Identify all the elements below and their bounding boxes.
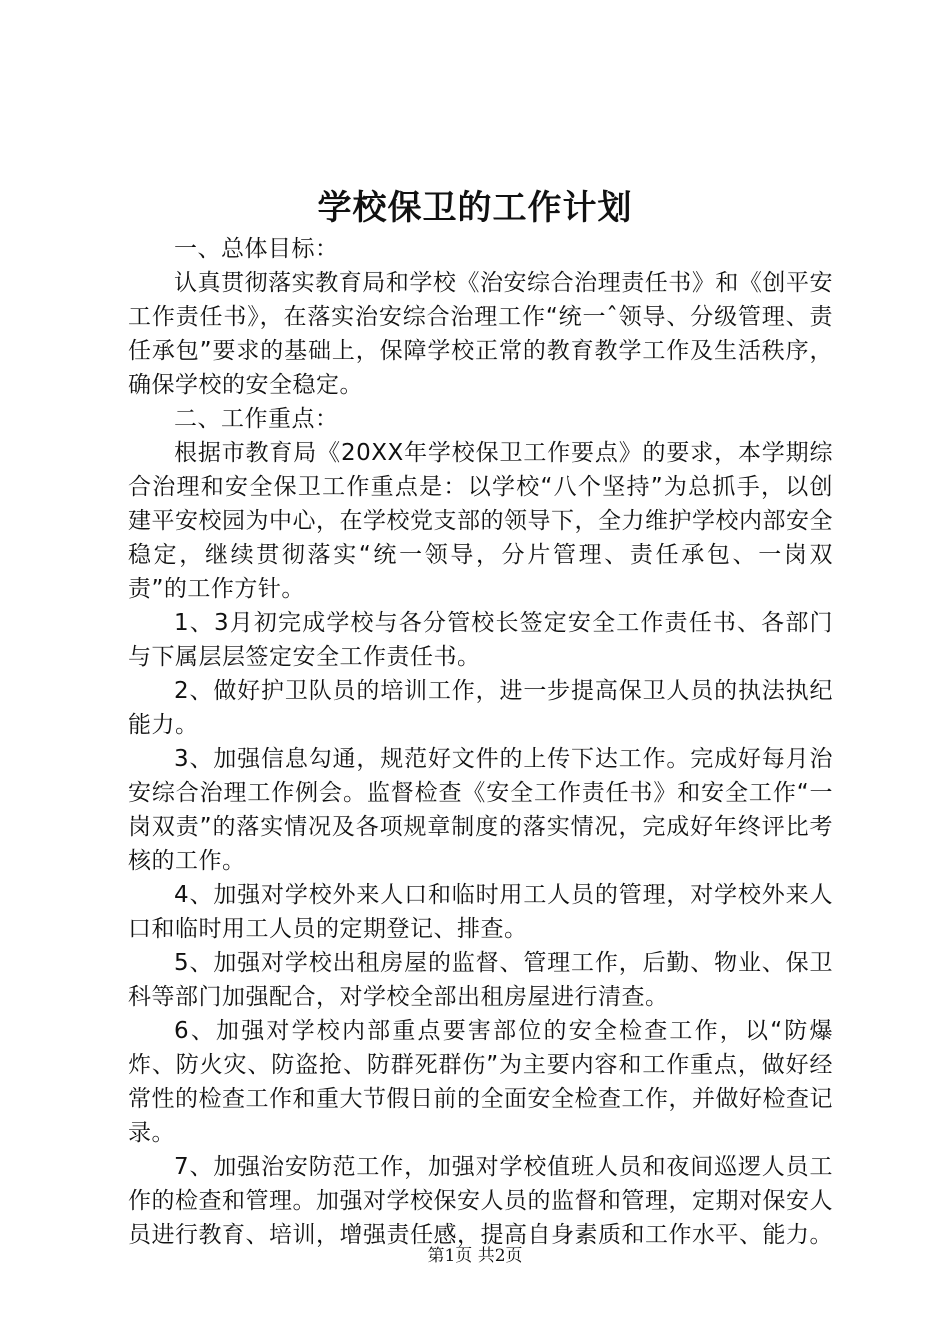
list-item-4: 4、加强对学校外来人口和临时用工人员的管理，对学校外来人口和临时用工人员的定期登记、排查。 (128, 882, 833, 942)
list-item-3: 3、加强信息勾通，规范好文件的上传下达工作。完成好每月治安综合治理工作例会。监督检查《安全工作责任书》和安全工作“一岗双责”的落实情况及各项规章制度的落实情况，完成好年终评比考核的工作。 (128, 746, 833, 874)
document-body (128, 232, 833, 1252)
page-footer: 第1页 共2页 (427, 1246, 523, 1266)
paragraph-goal: 认真贯彻落实教育局和学校《治安综合治理责任书》和《创平安工作责任书》，在落实治安综合治理工作“统一ˆ领导、分级管理、责任承包”要求的基础上，保障学校正常的教育教学工作及生活秩序，确保学校的安全稳定。 (128, 270, 833, 398)
list-item-1: 1、3月初完成学校与各分管校长签定安全工作责任书、各部门与下属层层签定安全工作责任书。 (128, 610, 833, 670)
list-item-6: 6、加强对学校内部重点要害部位的安全检查工作，以“防爆炸、防火灾、防盗抢、防群死群伤”为主要内容和工作重点，做好经常性的检查工作和重大节假日前的全面安全检查工作，并做好检查记录。 (128, 1018, 833, 1146)
paragraph-focus: 根据市教育局《20XX年学校保卫工作要点》的要求，本学期综合治理和安全保卫工作重点是：以学校“八个坚持”为总抓手，以创建平安校园为中心，在学校党支部的领导下，全力维护学校内部安全稳定，继续贯彻落实“统一领导，分片管理、责任承包、一岗双责”的工作方针。 (128, 440, 833, 602)
section-heading-focus: 二、工作重点： (174, 406, 339, 432)
document-title: 学校保卫的工作计划 (317, 188, 633, 228)
section-heading-goal: 一、总体目标： (174, 236, 339, 262)
list-item-5: 5、加强对学校出租房屋的监督、管理工作，后勤、物业、保卫科等部门加强配合，对学校全部出租房屋进行清查。 (128, 950, 833, 1010)
list-item-2: 2、做好护卫队员的培训工作，进一步提高保卫人员的执法执纪能力。 (128, 678, 833, 738)
list-item-7: 7、加强治安防范工作，加强对学校值班人员和夜间巡逻人员工作的检查和管理。加强对学校保安人员的监督和管理，定期对保安人员进行教育、培训，增强责任感，提高自身素质和工作水平、能力。 (128, 1154, 833, 1248)
